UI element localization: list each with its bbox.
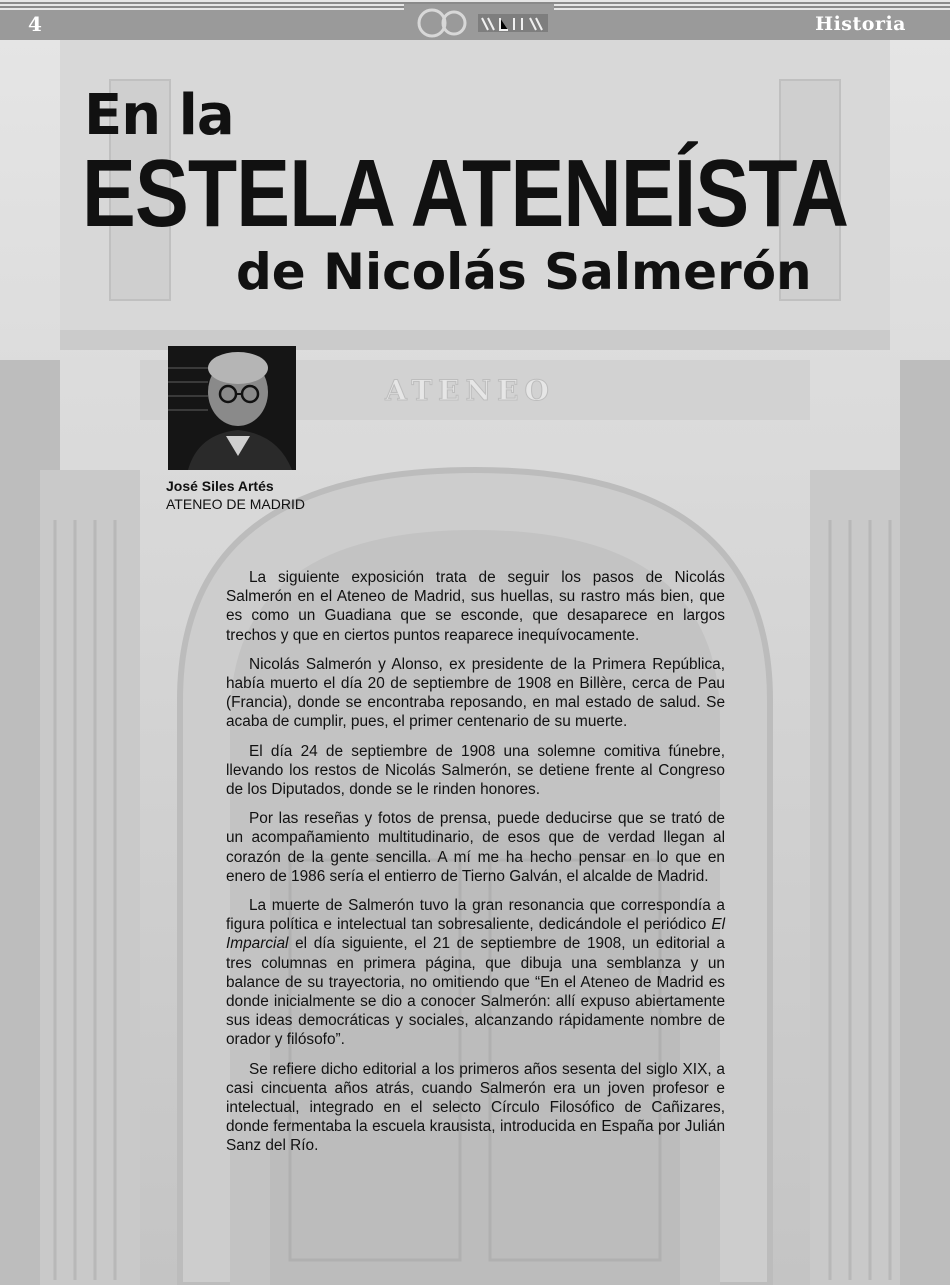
- article-paragraph: Por las reseñas y fotos de prensa, puede deducirse que se trató de un acompañamiento multitudinario, de esos que de verdad llegan al corazón de la gente sencilla. A mí me ha hecho pensar en lo que en enero de 1986 sería el entierro de Tierno Galván, el alcalde de Madrid.: [226, 810, 725, 885]
- newspaper-title: El Imparcial: [226, 916, 725, 953]
- author-name: José Siles Artés: [166, 478, 274, 494]
- paragraph-text: La muerte de Salmerón tuvo la gran resonancia que correspondía a figura política e intelectual tan sobresaliente, dedicándole el periódico: [226, 897, 725, 934]
- section-label: Historia: [815, 13, 906, 35]
- article-paragraph: Se refiere dicho editorial a los primeros años sesenta del siglo XIX, a casi cincuenta años atrás, cuando Salmerón era un joven profesor e intelectual, integrado en el selecto Círculo Filosófico de Cañizares, donde fermentaba la escuela krausista, introducida en España por Julián Sanz del Río.: [226, 1060, 725, 1155]
- article-paragraph: La siguiente exposición trata de seguir los pasos de Nicolás Salmerón en el Ateneo de Madrid, sus huellas, su rastro más bien, que es como un Guadiana que se esconde, que desaparece en largos trechos y que en ciertos puntos reaparece inequívocamente.: [226, 569, 725, 644]
- title-line-1: En la: [84, 83, 234, 148]
- title-line-2: ESTELA ATENEÍSTA: [82, 140, 849, 247]
- publication-logo: [404, 4, 554, 40]
- title-line-3: de Nicolás Salmerón: [236, 243, 812, 301]
- facade-sign-text: ATENEO: [385, 374, 555, 407]
- page-number: 4: [28, 12, 42, 36]
- article-paragraph: El día 24 de septiembre de 1908 una solemne comitiva fúnebre, llevando los restos de Nicolás Salmerón, se detiene frente al Congreso de los Diputados, donde se le rinden honores.: [226, 742, 725, 799]
- article-paragraph: [226, 896, 725, 1050]
- author-photo: [168, 346, 296, 470]
- article-paragraph: Nicolás Salmerón y Alonso, ex presidente de la Primera República, había muerto el día 20 de septiembre de 1908 en Billère, cerca de Pau (Francia), donde se encontraba reposando, en mal estado de salud. Se acaba de cumplir, pues, el primer centenario de su muerte.: [226, 655, 725, 731]
- article-body: [226, 568, 725, 1166]
- paragraph-text: el día siguiente, el 21 de septiembre de 1908, un editorial a tres columnas en primera página, que dibuja una semblanza y un balance de su trayectoria, no omitiendo que “En el Ateneo de Madrid es donde inicialmente se dio a conocer Salmerón: allí expuso abiertamente sus ideas democráticas y sociales, alcanzando rápidamente nombre de orador y filósofo”.: [226, 935, 725, 1049]
- author-affiliation: ATENEO DE MADRID: [166, 496, 305, 512]
